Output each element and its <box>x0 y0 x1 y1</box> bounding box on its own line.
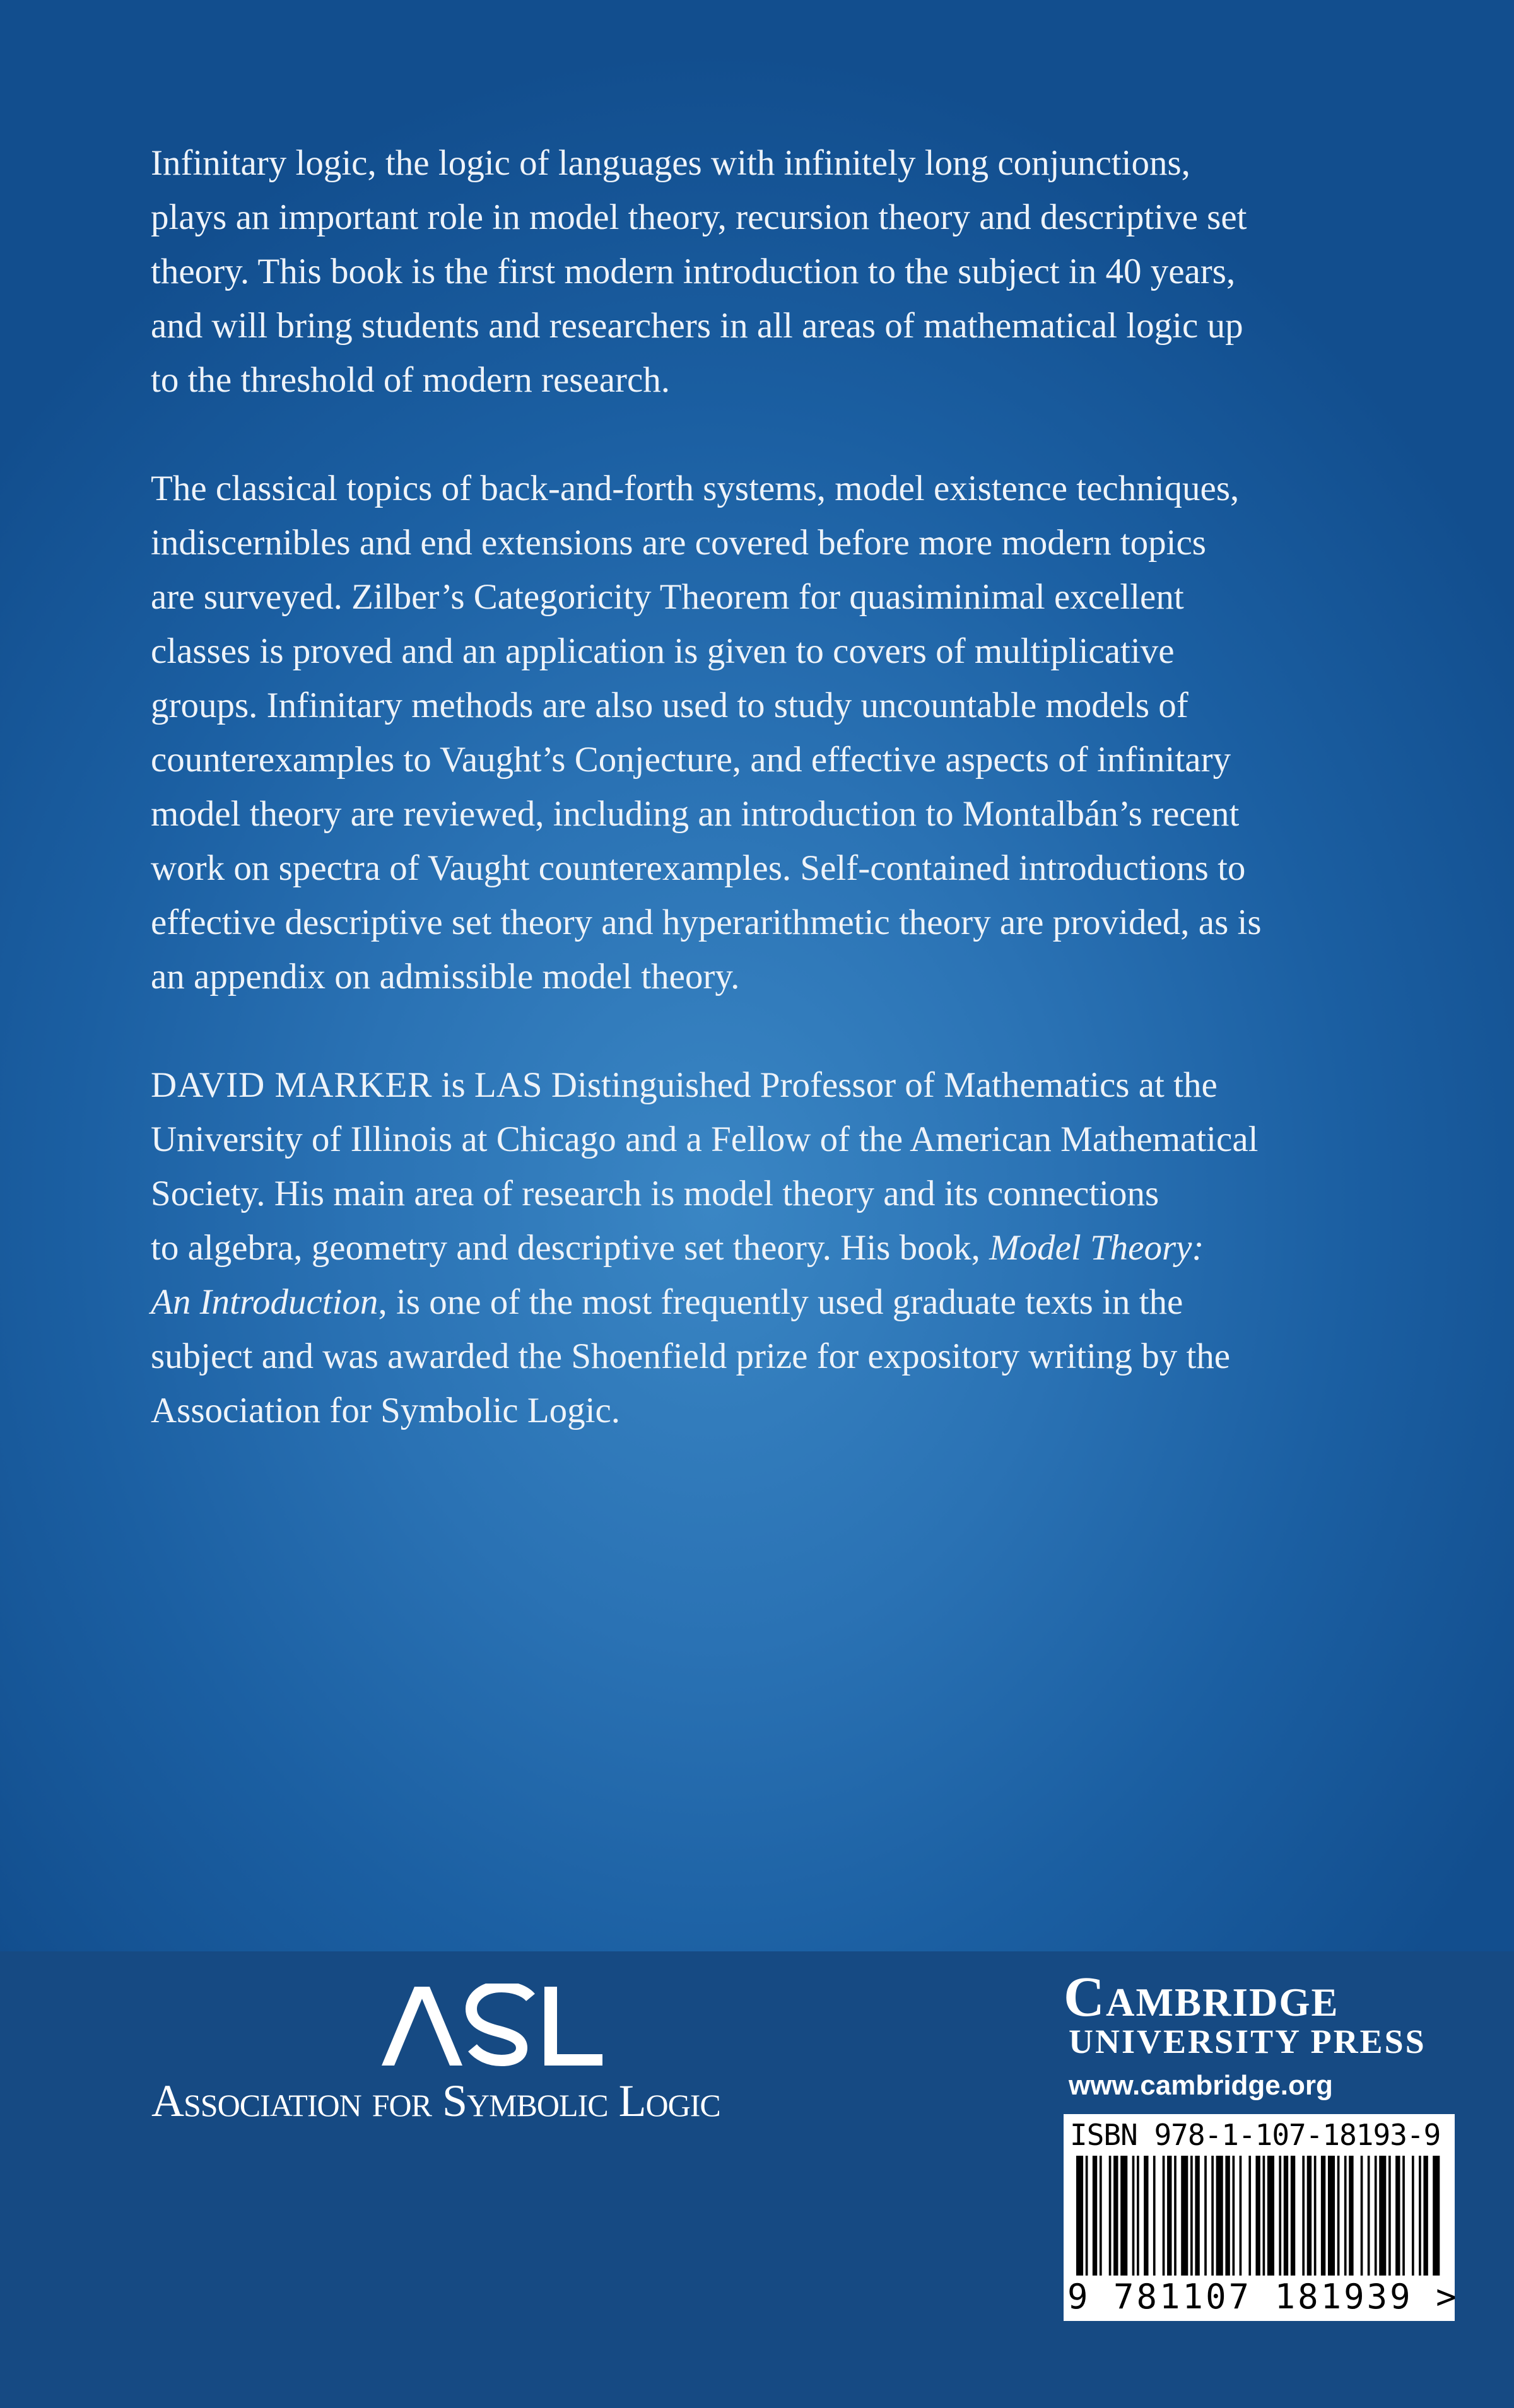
text-line: University of Illinois at Chicago and a Fellow of the American Mathematical <box>151 1119 1259 1159</box>
text-line: counterexamples to Vaught’s Conjecture, and effective aspects of infinitary <box>151 740 1231 780</box>
barcode-bar <box>1153 2156 1156 2276</box>
barcode-bar <box>1307 2156 1312 2276</box>
barcode-bar <box>1419 2156 1421 2276</box>
barcode-bar <box>1263 2156 1265 2276</box>
text-line: effective descriptive set theory and hyperarithmetic theory are provided, as is <box>151 903 1262 942</box>
barcode-bar <box>1402 2156 1405 2276</box>
barcode-bar <box>1086 2156 1088 2276</box>
text-line: classes is proved and an application is given to covers of multiplicative <box>151 631 1175 671</box>
isbn-label: ISBN 978-1-107-18193-9 <box>1070 2118 1441 2152</box>
barcode-bar <box>1255 2156 1260 2276</box>
text-line: and will bring students and researchers in all areas of mathematical logic up <box>151 306 1243 346</box>
barcode-bar <box>1190 2156 1193 2276</box>
barcode-bar <box>1120 2156 1127 2276</box>
barcode-bar <box>1368 2156 1370 2276</box>
text-line: subject and was awarded the Shoenfield prize for expository writing by the <box>151 1336 1231 1376</box>
barcode-bar <box>1344 2156 1347 2276</box>
barcode-bar <box>1433 2156 1440 2276</box>
barcode-bar <box>1195 2156 1199 2276</box>
barcode-bar <box>1093 2156 1097 2276</box>
book-title-part-1: Model Theory: <box>989 1228 1204 1268</box>
author-bio <box>151 1058 1444 1438</box>
publisher-subtitle: UNIVERSITY PRESS <box>1069 2023 1426 2060</box>
text-fragment: to algebra, geometry and descriptive set theory. His book, <box>151 1228 990 1268</box>
text-line: work on spectra of Vaught counterexamples. Self-contained introductions to <box>151 848 1246 888</box>
text-line: Infinitary logic, the logic of languages with infinitely long conjunctions, <box>151 143 1190 183</box>
barcode-bars <box>1076 2156 1442 2276</box>
barcode-bar <box>1100 2156 1102 2276</box>
text-line: plays an important role in model theory, recursion theory and descriptive set <box>151 197 1247 237</box>
blurb <box>151 136 1444 1438</box>
barcode-bar <box>1137 2156 1139 2276</box>
text-fragment: is LAS Distinguished Professor of Mathematics at the <box>432 1065 1218 1105</box>
barcode-bar <box>1314 2156 1317 2276</box>
barcode-bar <box>1379 2156 1386 2276</box>
barcode-bar <box>1076 2156 1083 2276</box>
barcode-bar <box>1361 2156 1363 2276</box>
barcode-bar <box>1423 2156 1428 2276</box>
barcode-bar <box>1167 2156 1171 2276</box>
barcode-bar <box>1144 2156 1148 2276</box>
barcode-bar <box>1225 2156 1229 2276</box>
blurb-paragraph-1 <box>151 136 1444 407</box>
barcode-bar <box>1240 2156 1242 2276</box>
text-line: Society. His main area of research is model theory and its connections <box>151 1174 1159 1213</box>
barcode-bar <box>1216 2156 1223 2276</box>
barcode-bar <box>1267 2156 1274 2276</box>
text-line: The classical topics of back-and-forth systems, model existence techniques, <box>151 469 1240 508</box>
barcode-bar <box>1163 2156 1165 2276</box>
text-line: indiscernibles and end extensions are covered before more modern topics <box>151 523 1206 563</box>
text-line <box>151 1058 1444 1113</box>
publisher-name: Cambridge <box>1064 1966 1339 2028</box>
barcode-bar <box>1337 2156 1340 2276</box>
barcode-bar <box>1113 2156 1118 2276</box>
text-line <box>151 1275 1444 1330</box>
barcode-bar <box>1375 2156 1377 2276</box>
text-line: an appendix on admissible model theory. <box>151 957 740 997</box>
text-line: theory. This book is the first modern introduction to the subject in 40 years, <box>151 252 1236 291</box>
barcode-bar <box>1291 2156 1295 2276</box>
barcode-digits: 9 781107 181939 > <box>1067 2277 1459 2317</box>
blurb-paragraph-2 <box>151 462 1444 1004</box>
barcode-bar <box>1321 2156 1325 2276</box>
barcode-bar <box>1388 2156 1391 2276</box>
text-line: groups. Infinitary methods are also used to study uncountable models of <box>151 686 1188 725</box>
isbn-barcode <box>1064 2114 1459 2321</box>
barcode-bar <box>1412 2156 1414 2276</box>
barcode-bar <box>1204 2156 1207 2276</box>
book-title-part-2: An Introduction <box>151 1282 378 1322</box>
author-name: DAVID MARKER <box>151 1065 433 1105</box>
text-fragment: , is one of the most frequently used graduate texts in the <box>378 1282 1183 1322</box>
barcode-bar <box>1328 2156 1335 2276</box>
barcode-bar <box>1181 2156 1188 2276</box>
text-line: are surveyed. Zilber’s Categoricity Theorem for quasiminimal excellent <box>151 577 1184 617</box>
barcode-bar <box>1248 2156 1251 2276</box>
barcode-bar <box>1279 2156 1281 2276</box>
barcode-bar <box>1395 2156 1400 2276</box>
text-line: model theory are reviewed, including an introduction to Montalbán’s recent <box>151 794 1240 834</box>
barcode-bar <box>1109 2156 1112 2276</box>
text-line: to the threshold of modern research. <box>151 360 671 400</box>
barcode-bar <box>1233 2156 1235 2276</box>
publisher-url: www.cambridge.org <box>1069 2070 1333 2101</box>
barcode-bar <box>1132 2156 1135 2276</box>
barcode-bar <box>1211 2156 1214 2276</box>
text-line: Association for Symbolic Logic. <box>151 1391 621 1430</box>
barcode-bar <box>1174 2156 1177 2276</box>
barcode-bar <box>1349 2156 1353 2276</box>
barcode-bar <box>1284 2156 1288 2276</box>
text-line <box>151 1221 1444 1275</box>
asl-logo <box>382 1984 602 2069</box>
barcode-bar <box>1302 2156 1305 2276</box>
asl-name: Association for Symbolic Logic <box>151 2076 720 2126</box>
